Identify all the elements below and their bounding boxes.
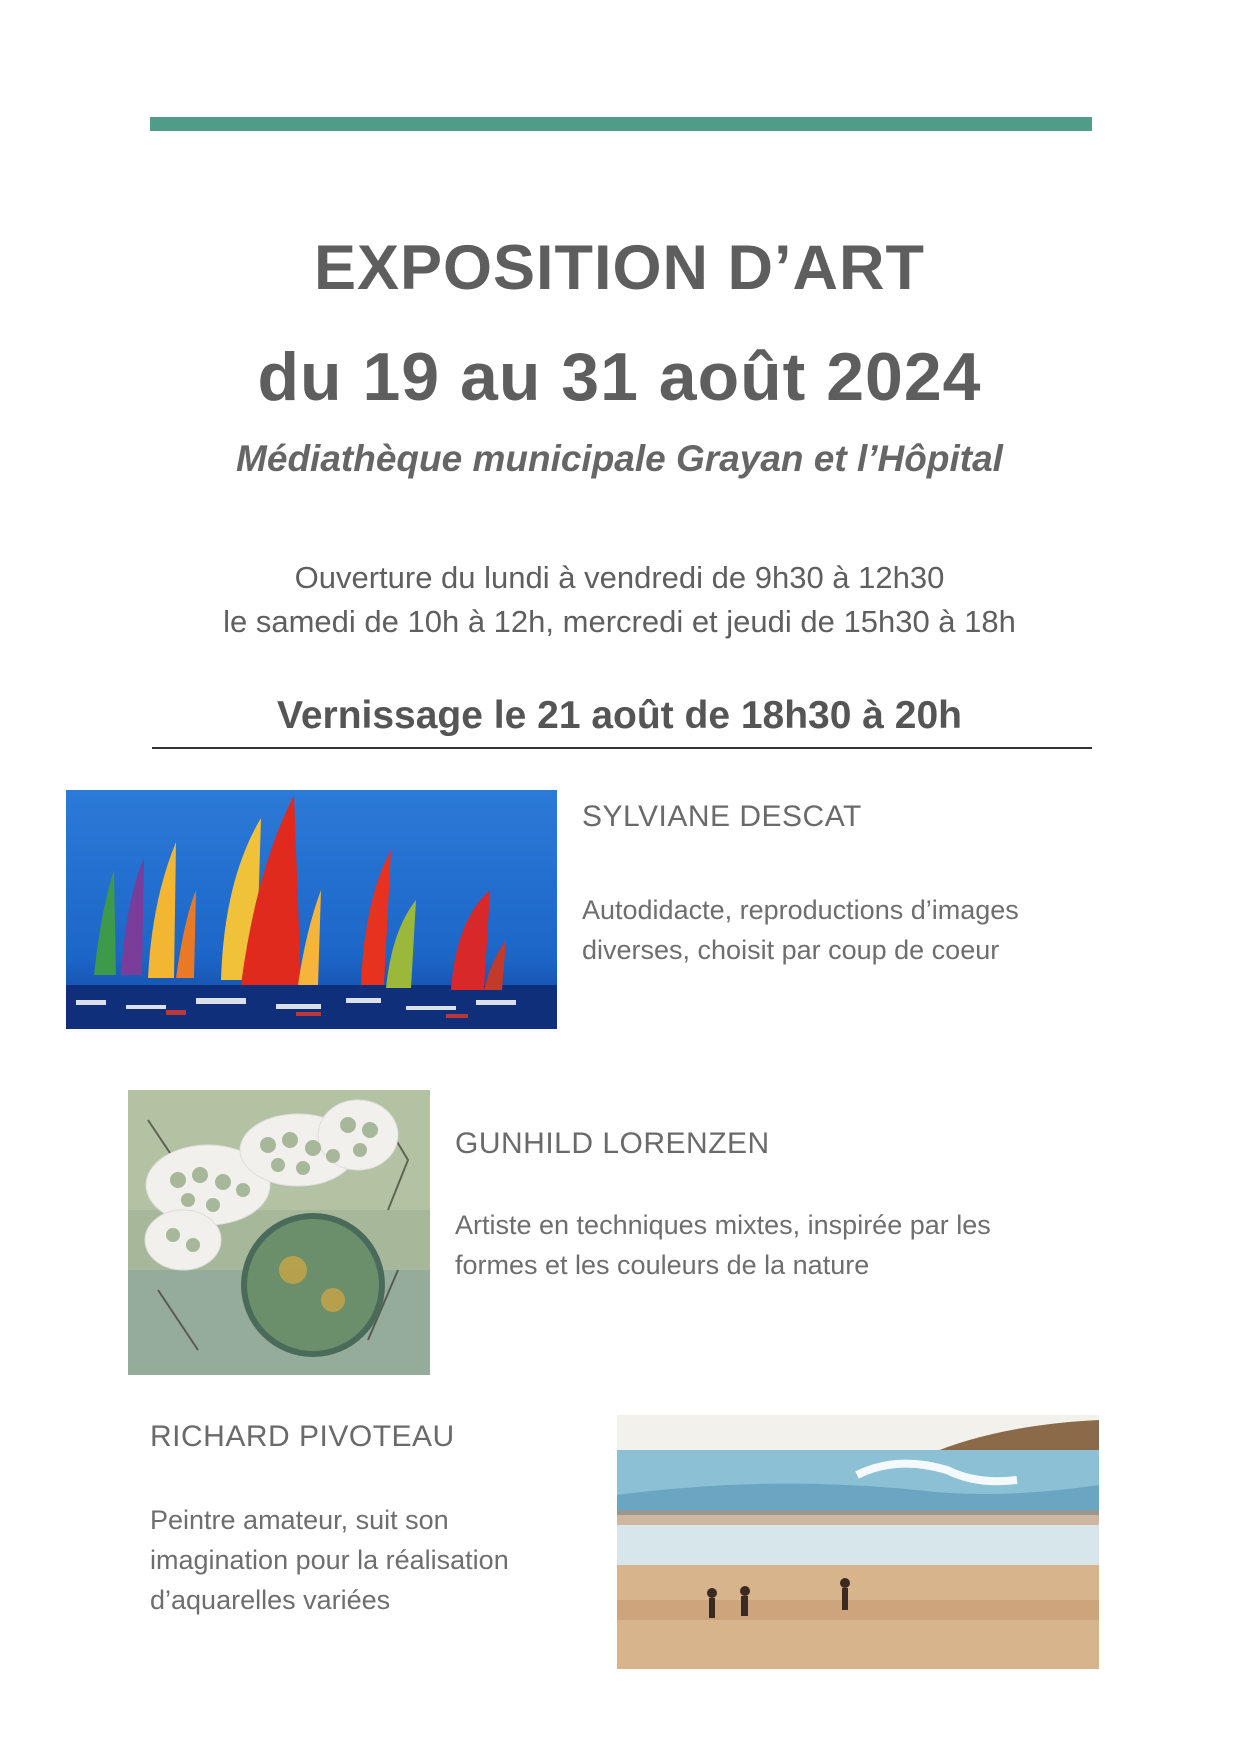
artist-description-2-line-2: formes et les couleurs de la nature bbox=[455, 1250, 870, 1280]
artist-description-1-line-1: Autodidacte, reproductions d’images bbox=[582, 895, 1019, 925]
artwork-mixed-media-image bbox=[128, 1090, 430, 1375]
exhibition-title: EXPOSITION D’ART bbox=[313, 233, 926, 303]
artist-name-1: SYLVIANE DESCAT bbox=[582, 800, 862, 833]
opening-hours-line-2: le samedi de 10h à 12h, mercredi et jeudi de 15h30 à 18h bbox=[223, 604, 1016, 639]
artwork-sailboats-image bbox=[66, 790, 557, 1029]
artist-name-3: RICHARD PIVOTEAU bbox=[150, 1420, 455, 1453]
divider-rule bbox=[152, 747, 1092, 749]
artist-name-2: GUNHILD LORENZEN bbox=[455, 1127, 770, 1160]
artwork-beach-watercolor-image bbox=[617, 1415, 1099, 1669]
artist-description-1-line-2: diverses, choisit par coup de coeur bbox=[582, 935, 1000, 965]
exhibition-dates: du 19 au 31 août 2024 bbox=[257, 339, 982, 415]
artist-description-2-line-1: Artiste en techniques mixtes, inspirée par les bbox=[455, 1210, 991, 1240]
vernissage-info: Vernissage le 21 août de 18h30 à 20h bbox=[276, 694, 963, 737]
artist-description-2 bbox=[455, 1205, 991, 1285]
artist-description-3 bbox=[150, 1500, 509, 1620]
top-accent-bar bbox=[150, 117, 1092, 131]
artist-description-1 bbox=[582, 890, 1019, 970]
venue-name: Médiathèque municipale Grayan et l’Hôpital bbox=[236, 438, 1003, 479]
artist-description-3-line-2: imagination pour la réalisation bbox=[150, 1545, 509, 1575]
opening-hours-line-1: Ouverture du lundi à vendredi de 9h30 à 12h30 bbox=[294, 560, 945, 595]
artist-description-3-line-1: Peintre amateur, suit son bbox=[150, 1505, 449, 1535]
artist-description-3-line-3: d’aquarelles variées bbox=[150, 1585, 391, 1615]
